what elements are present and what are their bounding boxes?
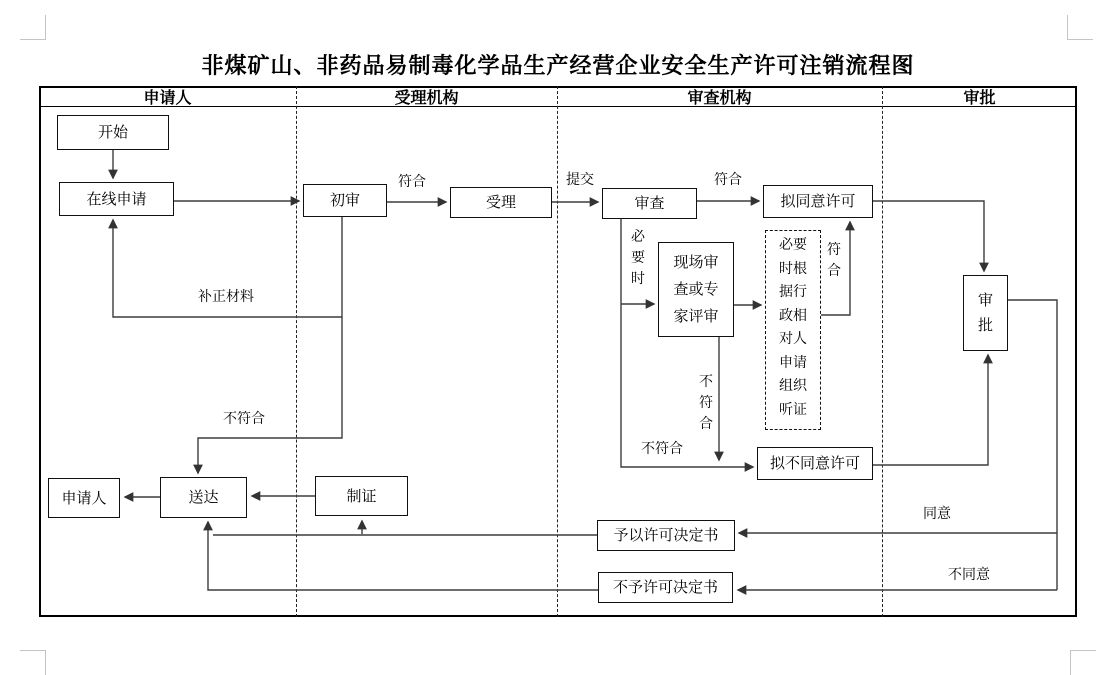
node-propose-reject: 拟不同意许可 [757,447,873,480]
node-hearing-dashed: 必要时根据行政相对人申请组织听证 [765,230,821,430]
edge-label-conform-review: 符合 [714,172,742,188]
edge-label-disagree: 不同意 [948,567,990,583]
lane-header-accepting-body: 受理机构 [394,88,459,107]
edge-label-agree: 同意 [923,506,951,522]
node-delivery: 送达 [160,477,247,518]
node-propose-approve: 拟同意许可 [763,185,873,218]
crop-mark-top-right [1067,15,1093,40]
node-online-application: 在线申请 [59,182,174,216]
crop-mark-bottom-left [20,650,46,675]
edge-label-nonconform-onsite: 不符合 [699,374,713,432]
edge-label-supplement-materials: 补正材料 [198,289,254,305]
node-review: 审查 [602,188,697,219]
edge-label-submit: 提交 [566,172,594,188]
lane-header-approval: 审批 [963,88,996,107]
edge-label-nonconform-preliminary: 不符合 [223,411,265,427]
edge-label-conform-preliminary: 符合 [398,174,426,190]
node-certificate-making: 制证 [315,476,408,516]
node-acceptance: 受理 [450,187,552,218]
edge-label-when-necessary: 必要时 [631,229,645,287]
lane-header-review-body: 审查机构 [687,88,752,107]
node-preliminary-review: 初审 [303,184,387,217]
node-approval: 审批 [963,275,1008,351]
flowchart-frame [39,86,1077,617]
node-onsite-review: 现场审查或专家评审 [658,242,734,337]
lane-divider-2 [557,86,558,617]
node-deny-decision: 不予许可决定书 [598,572,733,603]
edge-label-nonconform-review: 不符合 [641,441,683,457]
lane-header-applicant: 申请人 [143,88,192,107]
node-start: 开始 [57,115,169,150]
node-applicant: 申请人 [48,478,120,518]
crop-mark-bottom-right [1070,650,1096,675]
node-grant-decision: 予以许可决定书 [597,520,735,551]
lane-divider-3 [882,86,883,617]
flowchart-title: 非煤矿山、非药品易制毒化学品生产经营企业安全生产许可注销流程图 [201,53,915,79]
edge-label-conform-hearing: 符合 [827,242,841,279]
crop-mark-top-left [20,15,46,40]
lane-divider-1 [296,86,297,617]
lane-header-separator [39,106,1077,107]
